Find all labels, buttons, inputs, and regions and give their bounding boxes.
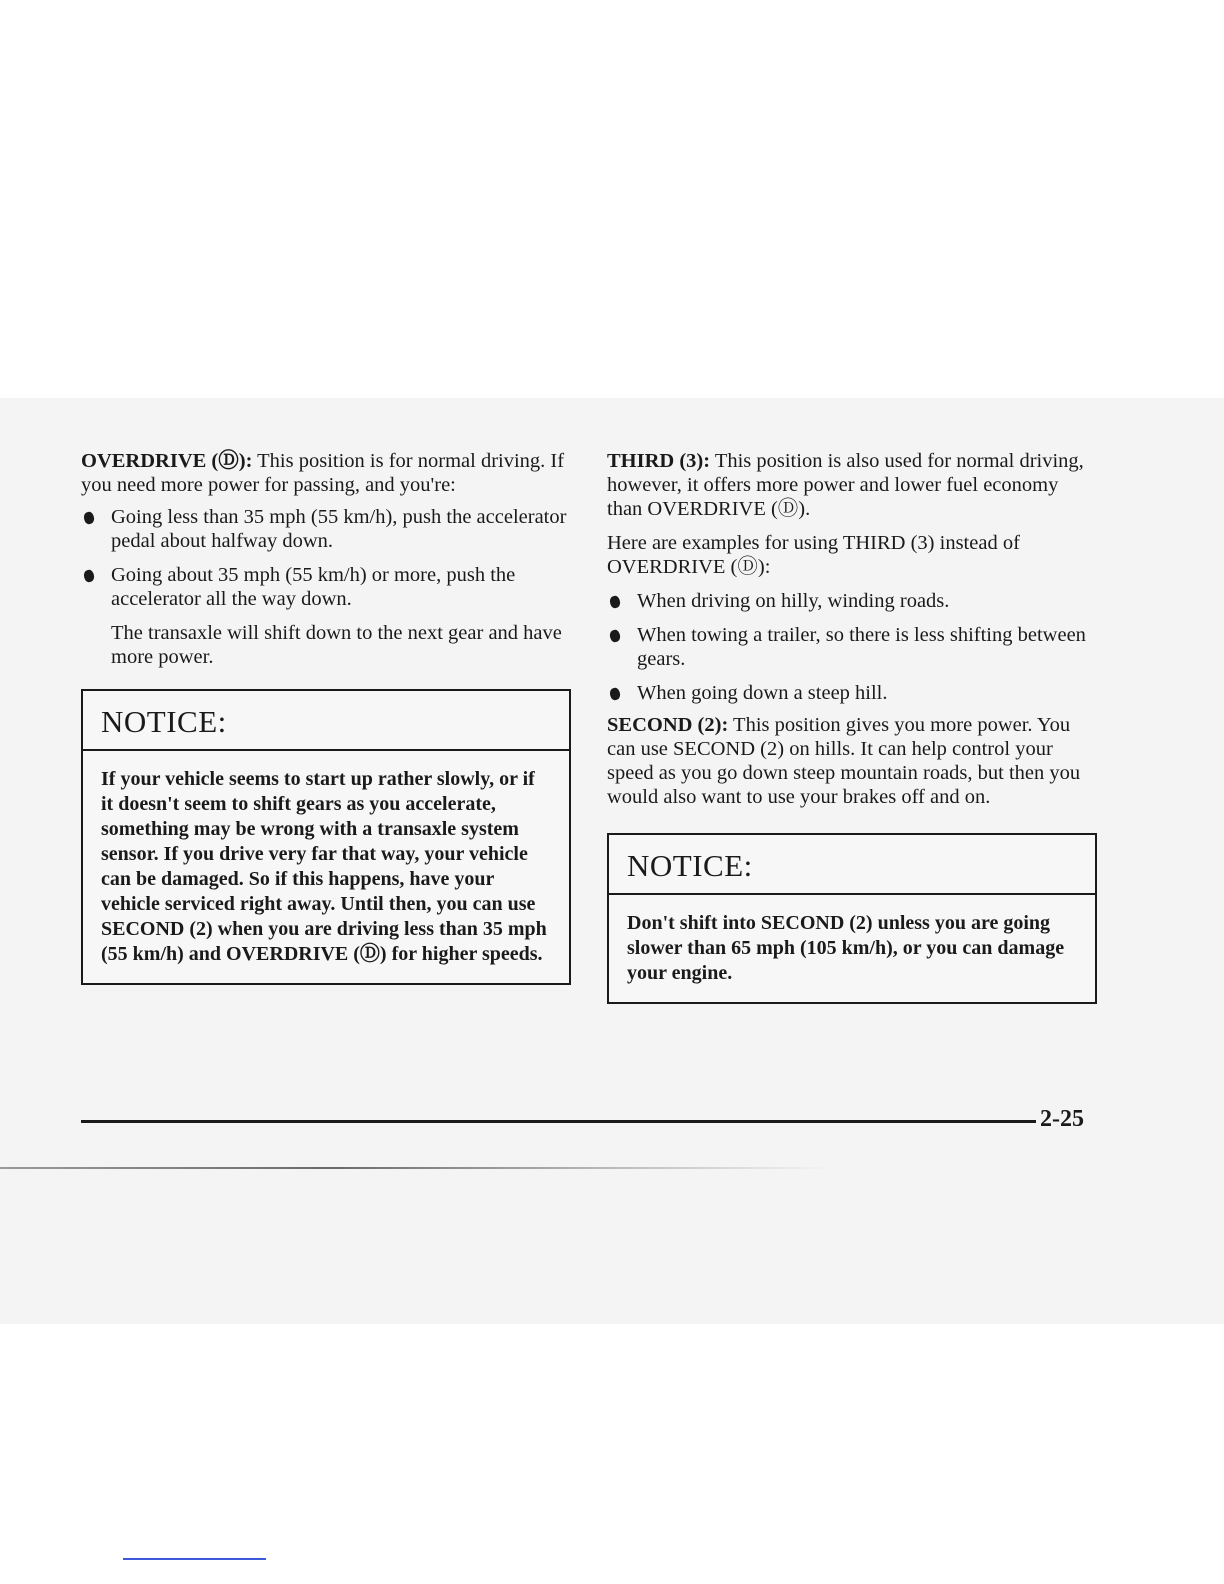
list-item <box>81 505 571 553</box>
second-paragraph <box>607 713 1097 809</box>
list-item <box>607 681 1097 705</box>
third-term: THIRD (3): <box>607 450 711 472</box>
overdrive-term: OVERDRIVE (Ⓓ): <box>81 450 253 472</box>
second-text: This position gives you more power. You can use SECOND (2) on hills. It can help control your speed as you go down steep mountain roads, but then you would also want to use your brakes off and on. <box>607 714 1081 808</box>
bullet-icon <box>608 595 621 610</box>
bullet-icon <box>608 687 621 702</box>
right-column <box>607 449 1097 1004</box>
page-number: 2-25 <box>1040 1106 1084 1132</box>
bullet-text: When going down a steep hill. <box>637 682 888 704</box>
bullet-text: Going less than 35 mph (55 km/h), push the accelerator pedal about halfway down. <box>111 506 567 552</box>
bullet-icon <box>82 511 95 526</box>
list-item <box>607 589 1097 613</box>
overdrive-bullet-list <box>81 505 571 611</box>
footer-rule <box>81 1120 1036 1123</box>
list-item <box>607 623 1097 671</box>
overdrive-text: This position is for normal driving. If you need more power for passing, and you're: <box>81 450 565 496</box>
notice-body: If your vehicle seems to start up rather slowly, or if it doesn't seem to shift gears as you accelerate, something may be wrong with a transaxle system sensor. If you drive very far that way, your vehicle can be damaged. So if this happens, have your vehicle serviced right away. Until then, you can use SECOND (2) when you are driving less than 35 mph (55 km/h) and OVERDRIVE (Ⓓ) for higher speeds. <box>101 768 547 965</box>
transaxle-note: The transaxle will shift down to the next gear and have more power. <box>111 622 562 668</box>
bullet-icon <box>82 569 95 584</box>
notice-heading: NOTICE: <box>609 835 1095 895</box>
notice-box-right <box>607 833 1097 1004</box>
scan-artifact-line <box>0 1167 830 1169</box>
third-bullet-list <box>607 589 1097 705</box>
bullet-text: When driving on hilly, winding roads. <box>637 590 950 612</box>
second-term: SECOND (2): <box>607 714 729 736</box>
overdrive-paragraph <box>81 449 571 497</box>
bullet-text: When towing a trailer, so there is less shifting between gears. <box>637 624 1086 670</box>
third-text: This position is also used for normal driving, however, it offers more power and lower fuel economy than OVERDRIVE (Ⓓ). <box>607 450 1084 520</box>
list-item <box>81 563 571 611</box>
bullet-text: Going about 35 mph (55 km/h) or more, push the accelerator all the way down. <box>111 564 516 610</box>
bottom-link-underline <box>123 1558 266 1560</box>
notice-box-left <box>81 689 571 985</box>
third-paragraph <box>607 449 1097 521</box>
notice-heading: NOTICE: <box>83 691 569 751</box>
bullet-icon <box>608 629 621 644</box>
examples-intro: Here are examples for using THIRD (3) instead of OVERDRIVE (Ⓓ): <box>607 532 1020 578</box>
notice-body: Don't shift into SECOND (2) unless you are going slower than 65 mph (105 km/h), or you can damage your engine. <box>627 912 1065 984</box>
left-column <box>81 449 571 985</box>
